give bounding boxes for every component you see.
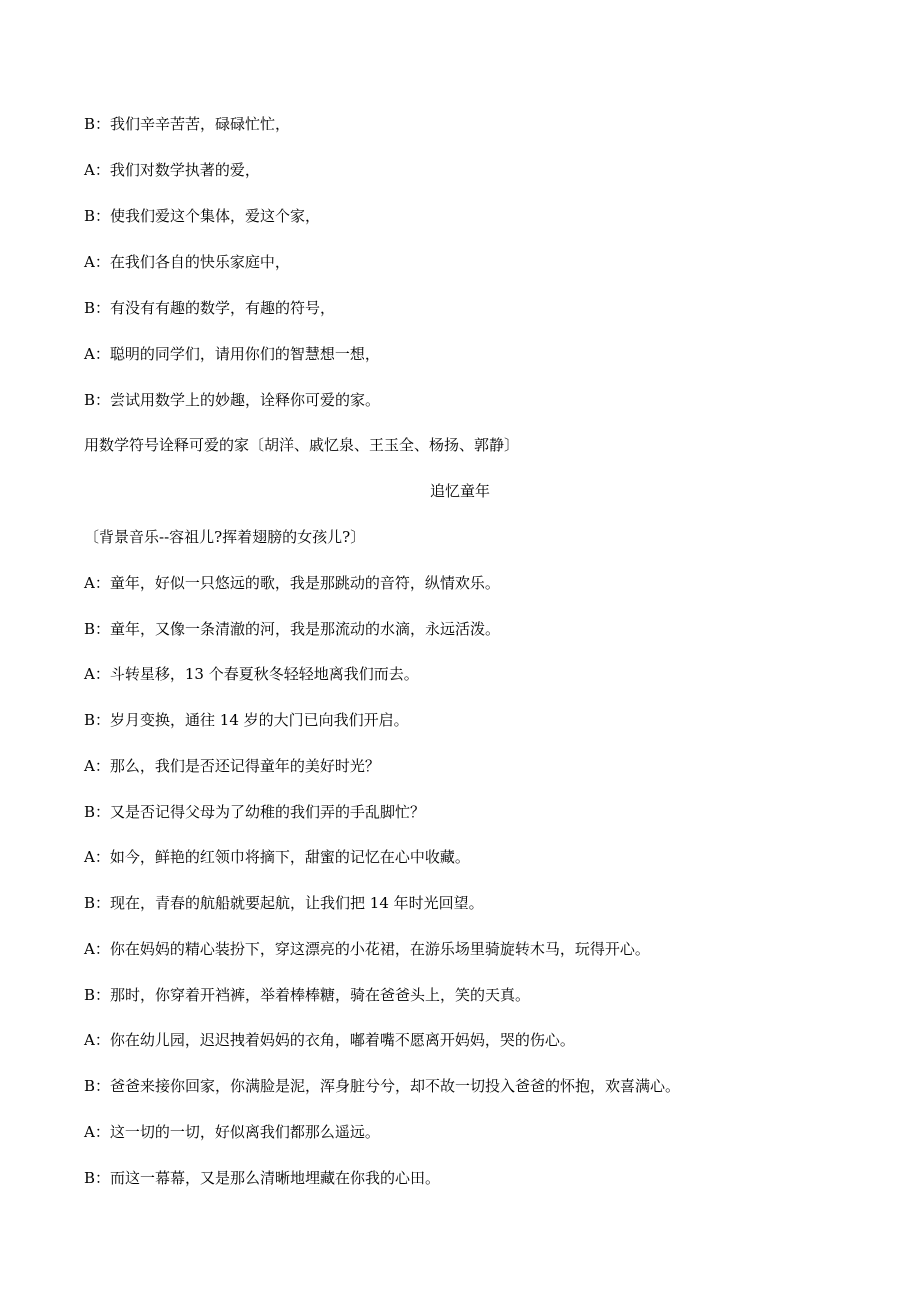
dialogue-line: A：童年，好似一只悠远的歌，我是那跳动的音符，纵情欢乐。 bbox=[84, 574, 500, 592]
dialogue-line: B：那时，你穿着开裆裤，举着棒棒糖，骑在爸爸头上，笑的天真。 bbox=[84, 986, 531, 1004]
background-music-note: 〔背景音乐--容祖儿?挥着翅膀的女孩儿?〕 bbox=[84, 528, 366, 546]
section-title bbox=[0, 481, 920, 501]
dialogue-line: B：有没有有趣的数学，有趣的符号， bbox=[84, 299, 336, 317]
dialogue-line: B：童年，又像一条清澈的河，我是那流动的水滴，永远活泼。 bbox=[84, 620, 501, 638]
dialogue-line: A：在我们各自的快乐家庭中， bbox=[84, 253, 290, 271]
program-item-heading: 用数学符号诠释可爱的家〔胡洋、戚忆泉、王玉全、杨扬、郭静〕 bbox=[84, 436, 520, 454]
dialogue-line: A：你在妈妈的精心装扮下，穿这漂亮的小花裙，在游乐场里骑旋转木马，玩得开心。 bbox=[84, 940, 650, 958]
dialogue-line: B：又是否记得父母为了幼稚的我们弄的手乱脚忙？ bbox=[84, 803, 426, 821]
dialogue-line: A：聪明的同学们，请用你们的智慧想一想， bbox=[84, 345, 380, 363]
dialogue-line: B：爸爸来接你回家，你满脸是泥，浑身脏兮兮，却不故一切投入爸爸的怀抱，欢喜满心。 bbox=[84, 1077, 681, 1095]
dialogue-line: A：那么，我们是否还记得童年的美好时光？ bbox=[84, 757, 380, 775]
dialogue-line: B：使我们爱这个集体，爱这个家， bbox=[84, 207, 321, 225]
section-title-text: 追忆童年 bbox=[429, 482, 490, 500]
dialogue-line: B：我们辛辛苦苦，碌碌忙忙， bbox=[84, 115, 291, 133]
dialogue-line: B：岁月变换，通往 14 岁的大门已向我们开启。 bbox=[84, 711, 409, 729]
dialogue-line: A：这一切的一切，好似离我们都那么遥远。 bbox=[84, 1123, 380, 1141]
dialogue-line: B：现在，青春的航船就要起航，让我们把 14 年时光回望。 bbox=[84, 894, 484, 912]
dialogue-line: A：你在幼儿园，迟迟拽着妈妈的衣角，嘟着嘴不愿离开妈妈，哭的伤心。 bbox=[84, 1031, 575, 1049]
dialogue-line: B：尝试用数学上的妙趣，诠释你可爱的家。 bbox=[84, 391, 381, 409]
dialogue-line: A：斗转星移，13 个春夏秋冬轻轻地离我们而去。 bbox=[84, 665, 419, 683]
dialogue-line: A：如今，鲜艳的红领巾将摘下，甜蜜的记忆在心中收藏。 bbox=[84, 848, 470, 866]
dialogue-line: B：而这一幕幕，又是那么清晰地埋藏在你我的心田。 bbox=[84, 1169, 441, 1187]
dialogue-line: A：我们对数学执著的爱， bbox=[84, 161, 260, 179]
